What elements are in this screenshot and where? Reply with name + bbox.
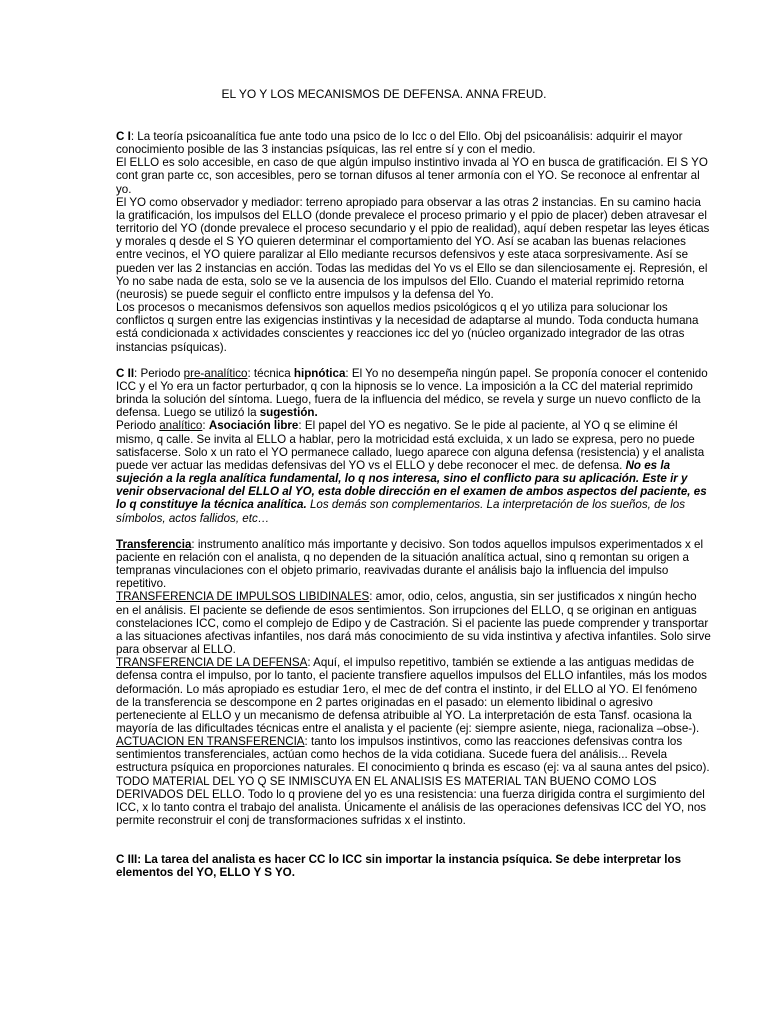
term-asociacion-libre: Asociación libre — [208, 419, 299, 433]
text-span: : Periodo — [134, 366, 184, 380]
paragraph-defense-mechanisms: Los procesos o mecanismos defensivos son aquellos medios psicológicos q el yo utiliza para solucionar los conflictos q surgen entre las exigencias instintivas y la necesidad de adaptarse al mundo. Toda conducta humana está condicionada x actividades conscientes y reacciones icc del yo (núcleo organizado integrador de las otras instancias psíquicas). — [116, 301, 699, 354]
term-transf-defensa: TRANSFERENCIA DE LA DEFENSA — [116, 656, 308, 670]
section-label-c2: C II — [116, 366, 135, 380]
emphasis-bold-italic: No es la sujeción a la regla analítica fundamental, lo q nos interesa, sino el conflicto para su aplicación. Este ir y venir observacional del ELLO al YO, esta doble dirección en el examen de ambos aspectos del paciente, es lo q constituye la técnica analítica. — [116, 458, 707, 512]
term-analitico: analítico — [159, 419, 203, 433]
text-span: : técnica — [247, 366, 294, 380]
paragraph-yo-observer: El YO como observador y mediador: terreno apropiado para observar a las otras 2 instancias. En su camino hacia la gratificación, los impulsos del ELLO (donde prevalece el proceso primario y el ppio de placer) deben atravesar el territorio del YO (donde prevalece el proceso secundario y el ppio de realidad), aquí deben respetar las leyes éticas y morales q desde el S YO quieren determinar el comportamiento del YO. Así se acaban las buenas relaciones entre vecinos, el YO quiere paralizar al Ello mediante recursos defensivos y este ataca sorpresivamente. Así se pueden ver las 2 instancias en acción. Todas las medidas del Yo vs el Ello se dan silenciosamente ej. Represión, el Yo no sabe nada de esta, solo se ve la ausencia de los impulsos del Ello. Cuando el material reprimido retorna (neurosis) se puede seguir el conflicto entre impulsos y la defensa del Yo. — [116, 195, 710, 301]
document-title: EL YO Y LOS MECANISMOS DE DEFENSA. ANNA FREUD. — [221, 87, 547, 101]
c1-intro-text: : La teoría psicoanalítica fue ante todo una psico de lo Icc o del Ello. Obj del psicoanálisis: adquirir el mayor conocimiento posible de las 3 instancias psíquicas, las rel entre sí y con el medio. — [116, 130, 683, 157]
term-actuacion: ACTUACION EN TRANSFERENCIA — [116, 735, 305, 749]
text-span: : El Yo no desempeña ningún papel. Se proponía conocer el contenido ICC y el Yo era un factor perturbador, q con la hipnosis se lo vence. La imposición a la CC del material reprimido brinda la solución del síntoma. Luego, fuera de la influencia del médico, se revela y surge un nuevo conflicto de la defensa. Luego se utilizó la — [116, 366, 708, 420]
document-body — [116, 130, 712, 880]
text-span: : instrumento analítico más importante y decisivo. Son todos aquellos impulsos experimentados x el paciente en relación con el analista, q no dependen de la situación analítica actual, sino q remontan su origen a tempranas vinculaciones con el objeto primario, reavivadas durante el análisis bajo la influencia del impulso repetitivo. — [116, 537, 704, 591]
term-sugestion: sugestión. — [259, 406, 318, 420]
paragraph-material-yo: TODO MATERIAL DEL YO Q SE INMISCUYA EN EL ANALISIS ES MATERIAL TAN BUENO COMO LOS DERIVADOS DEL ELLO. Todo lo q proviene del yo es una resistencia: una fuerza dirigida contra el surgimiento del ICC, x lo tanto contra el trabajo del analista. Únicamente el análisis de las operaciones defensivas ICC del YO, nos permite reconstruir el conj de transformaciones sufridas x el instinto. — [116, 774, 707, 828]
paragraph-c2-preanalytic — [116, 367, 712, 420]
text-span: : El papel del YO es negativo. Se le pide al paciente, al YO q se elimine él mismo, q calle. Se invita al ELLO a hablar, pero la motricidad está excluida, x un lado se expresa, pero no puede satisfacerse. Solo x un rato el YO permanece callado, luego aparece con alguna defensa (resistencia) y el analista puede ver actuar las medidas defensivas del YO vs el ELLO y debe reconocer el mec. de defensa. — [116, 419, 705, 472]
paragraph-transf-impulsos — [116, 590, 712, 656]
paragraph-transf-defensa — [116, 656, 712, 735]
text-span: : — [202, 419, 209, 433]
paragraph-transferencia — [116, 538, 712, 591]
term-transf-impulsos: TRANSFERENCIA DE IMPULSOS LIBIDINALES — [116, 590, 370, 604]
text-span: : amor, odio, celos, angustia, sin ser justificados x ningún hecho en el análisis. El paciente se defiende de esos sentimientos. Son irrupciones del ELLO, q se originan en antiguas constelaciones ICC, como el complejo de Edipo y de Castración. Si el paciente las puede comprender y transportar a las situaciones afectivas infantiles, nos dará más conocimiento de su vida instintiva y afectiva infantiles. Solo sirve para observar al ELLO. — [116, 590, 711, 657]
text-span: : tanto los impulsos instintivos, como las reacciones defensivas contra los sentimientos transferenciales, actúan como hechos de la vida cotidiana. Sucede fuera del análisis... Revela estructura psíquica en proporciones naturales. El conocimiento q brinda es escaso (ej: va al sauna antes del psico). — [116, 735, 710, 775]
paragraph-actuacion — [116, 735, 712, 774]
paragraph-ello: El ELLO es solo accesible, en caso de que algún impulso instintivo invada al YO en busca de gratificación. El S YO cont gran parte cc, son accesibles, pero se tornan difusos al tener armonía con el YO. Se reconoce al enfrentar al yo. — [116, 156, 708, 196]
emphasis-italic: Los demás son complementarios. La interpretación de los sueños, de los símbolos, actos fallidos, etc… — [116, 498, 686, 525]
paragraph-c2-analytic — [116, 419, 712, 524]
term-preanalitico: pre-analítico — [183, 366, 248, 380]
term-hipnotica: hipnótica — [293, 366, 346, 380]
section-label-c1: C I — [116, 130, 131, 143]
text-span: Periodo — [116, 419, 160, 433]
c3-text: C III: La tarea del analista es hacer CC lo ICC sin importar la instancia psíquica. Se debe interpretar los elementos del YO, ELLO Y S YO. — [116, 853, 682, 880]
text-span: : Aquí, el impulso repetitivo, también se extiende a las antiguas medidas de defensa contra el impulso, por lo tanto, el paciente transfiere aquellos impulsos del ELLO infantiles, más los modos deformación. Lo más apropiado es estudiar 1ero, el mec de def contra el instinto, ir del ELLO al YO. El fenómeno de la transferencia se descompone en 2 partes originadas en el pasado: un elemento libidinal o agresivo perteneciente al ELLO y un mecanismo de defensa atribuible al YO. La interpretación de esta Tansf. ocasiona la mayoría de las dificultades técnicas entre el analista y el paciente (ej: siempre asiente, niega, racionaliza –obse-). — [116, 656, 707, 735]
paragraph-c3 — [116, 853, 712, 879]
term-transferencia: Transferencia — [116, 537, 192, 551]
paragraph-c1-intro — [116, 130, 712, 156]
